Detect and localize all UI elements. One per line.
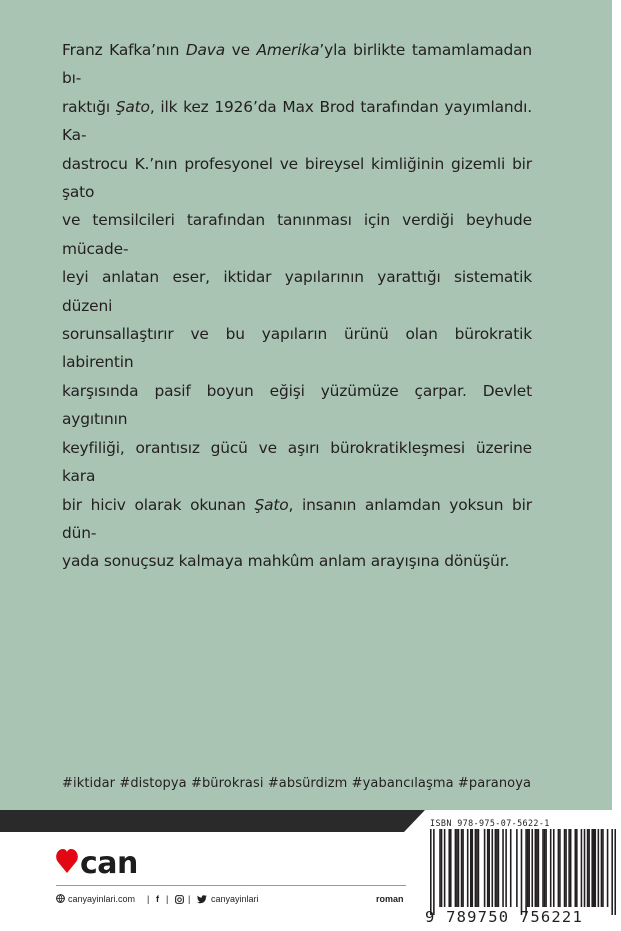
publisher-footer: [56, 894, 406, 908]
barcode-bar: [470, 829, 472, 907]
footer-rule: [56, 885, 406, 886]
barcode-bar: [456, 829, 458, 907]
barcode-bar: [594, 829, 596, 907]
barcode-bar: [495, 829, 497, 907]
footer-separator: |: [188, 894, 191, 904]
barcode-bar: [602, 829, 604, 907]
barcode-bar: [433, 829, 435, 915]
blurb-line: dastrocu K.’nın profesyonel ve bireysel kimliğinin gizemli bir şato: [62, 154, 532, 202]
barcode-bar: [505, 829, 507, 907]
barcode-bar: [430, 829, 432, 915]
blurb-line: leyi anlatan eser, iktidar yapılarının yarattığı sistematik düzeni: [62, 268, 532, 315]
barcode-bar: [570, 829, 572, 907]
barcode-bar: [467, 829, 469, 907]
barcode-bar: [444, 829, 446, 907]
blurb-line: karşısında pasif boyun eğişi yüzümüze çarpar. Devlet aygıtının: [62, 381, 532, 429]
barcode-bar: [458, 829, 460, 907]
blurb-line: bir hiciv olarak okunan Şato, insanın anlamdan yoksun bir dün-: [62, 495, 532, 542]
barcode-bar: [448, 829, 450, 907]
barcode-bar: [542, 829, 544, 907]
barcode-bar: [488, 829, 490, 907]
genre-label: roman: [376, 894, 404, 904]
blurb-line: sorunsallaştırır ve bu yapıların ürünü olan bürokratik labirentin: [62, 325, 532, 372]
barcode-bar: [475, 829, 477, 907]
book-title: Dava: [185, 41, 226, 59]
barcode-bar: [484, 829, 486, 907]
barcode-bar: [559, 829, 561, 907]
barcode-bar: [478, 829, 480, 907]
barcode-bar: [476, 829, 478, 907]
book-title: Şato: [115, 97, 150, 116]
barcode-bar: [544, 829, 546, 907]
barcode-bar: [535, 829, 537, 907]
blurb-text: [62, 36, 532, 576]
barcode-bar: [607, 829, 609, 907]
barcode-bar: [498, 829, 500, 907]
website-link[interactable]: canyayinlari.com: [68, 894, 136, 904]
barcode-bar: [525, 829, 527, 915]
barcode-bar: [574, 829, 576, 907]
barcode-bar: [581, 829, 583, 907]
barcode-bar: [611, 829, 613, 915]
barcode-bar: [510, 829, 512, 907]
twitter-icon[interactable]: [197, 895, 207, 906]
barcode-bar: [565, 829, 567, 907]
instagram-icon[interactable]: [175, 895, 184, 906]
barcode-bar: [584, 829, 586, 907]
isbn-label: ISBN 978-975-07-5622-1: [430, 818, 550, 828]
barcode-bar: [516, 829, 518, 907]
barcode-bar: [553, 829, 555, 907]
logo-text: can: [80, 846, 138, 879]
barcode-bar: [550, 829, 552, 907]
barcode-bar: [521, 829, 523, 915]
isbn-barcode: [430, 829, 616, 915]
blurb-line: yada sonuçsuz kalmaya mahkûm anlam arayışına dönüşür.: [62, 552, 510, 571]
heart-logo-icon: [56, 849, 78, 873]
book-title: Amerika: [256, 41, 320, 59]
barcode-bar: [439, 829, 441, 907]
barcode-bar: [527, 829, 529, 907]
blurb-line: Franz Kafka’nın Dava ve Amerika’yla birlikte tamamlamadan bı-: [62, 41, 532, 88]
barcode-bar: [538, 829, 540, 907]
barcode-bar: [614, 829, 616, 915]
barcode-bar: [536, 829, 538, 907]
barcode-bar: [588, 829, 590, 907]
barcode-bar: [472, 829, 474, 907]
barcode-bar: [568, 829, 570, 907]
blurb-line: keyfiliği, orantısız gücü ve aşırı bürokratikleşmesi üzerine kara: [62, 438, 532, 486]
barcode-bar: [455, 829, 457, 907]
blurb-line: raktığı Şato, ilk kez 1926’da Max Brod tarafından yayımlandı. Ka-: [62, 97, 532, 145]
barcode-bar: [491, 829, 493, 907]
barcode-bar: [487, 829, 489, 907]
barcode-bar: [461, 829, 463, 907]
footer-separator: |: [147, 894, 150, 904]
barcode-bar: [502, 829, 504, 907]
barcode-bar: [496, 829, 498, 907]
barcode-bar: [558, 829, 560, 907]
barcode-bar: [598, 829, 600, 907]
barcode-bar: [601, 829, 603, 907]
book-title: Şato: [254, 495, 289, 514]
barcode-bar: [587, 829, 589, 907]
barcode-bar: [450, 829, 452, 907]
barcode-bar: [462, 829, 464, 907]
social-handle[interactable]: canyayinlari: [211, 894, 259, 904]
globe-icon: [56, 894, 65, 905]
isbn-digits: 9 789750 756221: [425, 908, 583, 926]
facebook-icon[interactable]: f: [156, 894, 159, 904]
barcode-bar: [531, 829, 533, 907]
footer-separator: |: [166, 894, 169, 904]
barcode-bar: [564, 829, 566, 907]
blurb-line: ve temsilcileri tarafından tanınması için verdiği beyhude mücade-: [62, 211, 532, 258]
barcode-bar: [528, 829, 530, 907]
hashtags: #iktidar #distopya #bürokrasi #absürdizm #yabancılaşma #paranoya: [62, 776, 532, 791]
barcode-bar: [441, 829, 443, 907]
barcode-bar: [545, 829, 547, 907]
barcode-bar: [576, 829, 578, 907]
barcode-bar: [593, 829, 595, 907]
can-logo: [56, 843, 156, 879]
barcode-bar: [591, 829, 593, 907]
